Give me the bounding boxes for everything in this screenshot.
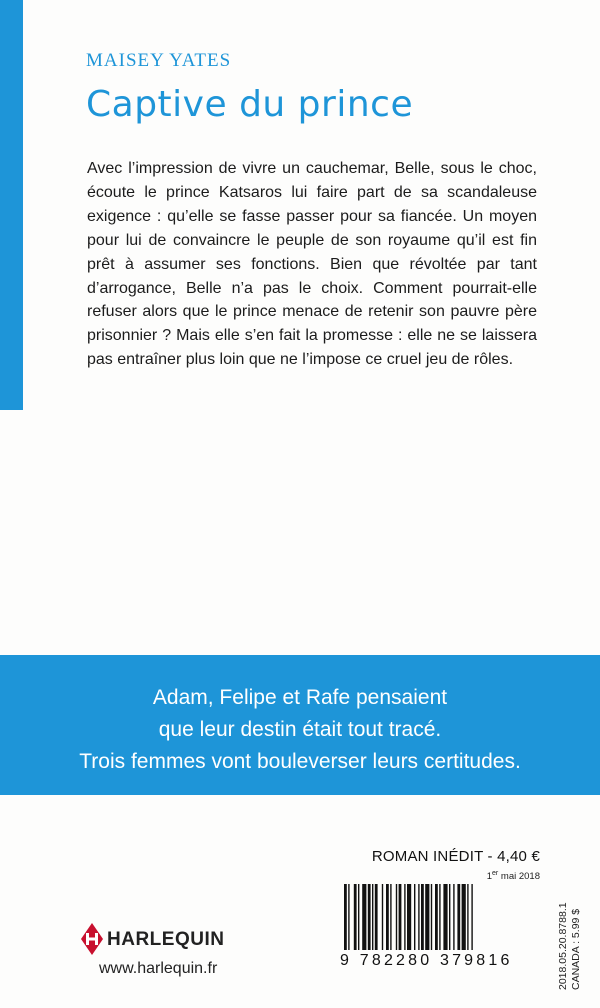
publisher-website[interactable]: www.harlequin.fr: [99, 960, 218, 977]
price-label: ROMAN INÉDIT - 4,40 €: [371, 848, 540, 865]
publisher-logo: [80, 922, 240, 958]
barcode: [340, 884, 540, 984]
tagline-line: Trois femmes vont bouleverser leurs certitudes.: [79, 750, 521, 773]
harlequin-diamond-icon: [80, 922, 104, 956]
vertical-codes: [555, 872, 585, 990]
canada-price: CANADA : 5.99 $: [570, 908, 582, 990]
tagline-line: Adam, Felipe et Rafe pensaient: [152, 686, 448, 709]
barcode-bars-icon: [340, 884, 540, 952]
reference-code: 2018.05.20.8788.1: [557, 902, 569, 990]
book-blurb: Avec l’impression de vivre un cauchemar, Belle, sous le choc, écoute le prince Katsaros lui faire part de sa scandaleuse exigence : qu’elle se fasse passer pour sa fiancée. Un moyen pour lui de convaincre le peuple de son royaume qu’il est fin prêt à assumer ses fonctions. Bien que révoltée par tant d’arrogance, Belle n’a pas le choix. Comment pourrait-elle refuser alors que le prince menace de retenir son pauvre père prisonnier ? Mais elle s’en fait la promesse : elle ne se laissera pas entraîner plus loin que ne l’impose ce cruel jeu de rôles.: [87, 160, 537, 369]
tagline-line: que leur destin était tout tracé.: [158, 718, 442, 741]
author-name: MAISEY YATES: [86, 50, 232, 71]
book-title: Captive du prince: [86, 84, 414, 125]
barcode-digits: 9 782280 379816: [340, 952, 513, 969]
accent-side-bar: [0, 0, 23, 410]
tagline-band: [0, 655, 600, 795]
release-date: 1er mai 2018: [486, 870, 540, 883]
publisher-name: HARLEQUIN: [107, 929, 225, 950]
